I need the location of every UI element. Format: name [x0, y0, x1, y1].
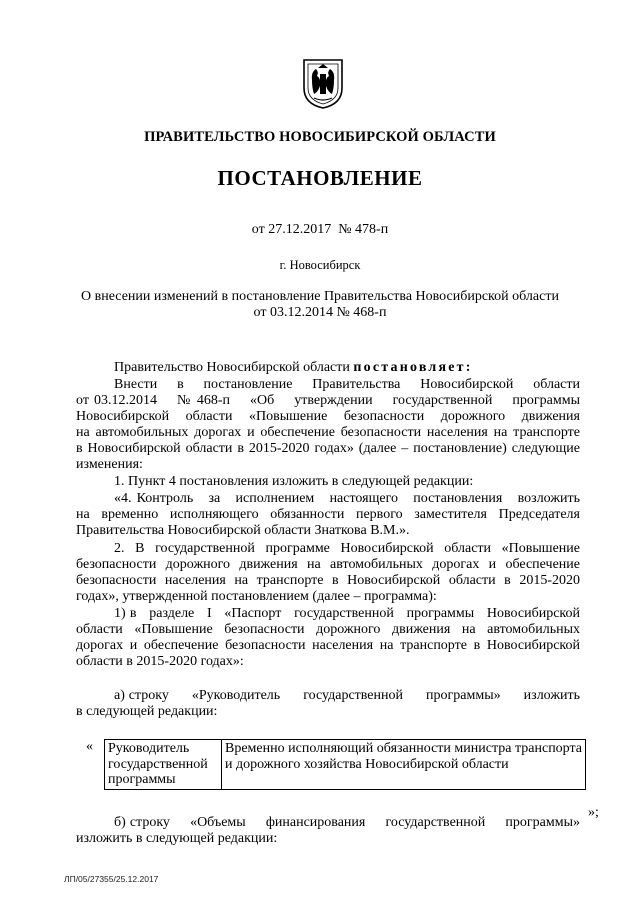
quote-line: на временно исполняющего обязанности первого заместителя Председателя [76, 507, 580, 522]
item-2-line: годах», утвержденной постановлением (далее – программа): [76, 589, 437, 604]
quote-line: «4. Контроль за исполнением настоящего постановления возложить [114, 491, 580, 506]
table-open-quote: « [86, 739, 93, 754]
subitem-1-line: области в 2015-2020 годах»: [76, 654, 244, 669]
paragraph-line: от 03.12.2014 № 468-п «Об утверждении государственной программы [76, 393, 580, 408]
subject-line: О внесении изменений в постановление Правительства Новосибирской области [81, 289, 559, 304]
item-2-line: безопасности населения на транспорте в Новосибирской области в 2015-2020 [76, 573, 580, 588]
document-date-number: от 27.12.2017 № 478-п [251, 222, 389, 237]
intro-text: Правительство Новосибирской области [114, 360, 354, 375]
intro-paragraph [114, 360, 580, 376]
quote-line: Правительства Новосибирской области Знаткова В.М.». [76, 523, 410, 538]
subitem-1-line: дорогах и обеспечение безопасности населения на транспорте в Новосибирской [76, 638, 580, 653]
paragraph-line: Внести в постановление Правительства Новосибирской области [114, 377, 580, 392]
subitem-a-line: а) строку «Руководитель государственной программы» изложить [114, 688, 580, 703]
paragraph-line: на автомобильных дорогах и обеспечение безопасности населения на транспорте [76, 425, 580, 440]
replacement-table [104, 739, 586, 790]
document-city: г. Новосибирск [279, 258, 361, 272]
document-subject [0, 289, 640, 321]
paragraph-line: Новосибирской области «Повышение безопасности дорожного движения [76, 409, 580, 424]
subitem-b-line: изложить в следующей редакции: [76, 831, 278, 846]
table-cell-label: Руководитель государственной программы [105, 740, 222, 790]
subitem-b-line: б) строку «Объемы финансирования государственной программы» [114, 815, 580, 830]
intro-colon: : [465, 360, 473, 375]
paragraph-line: изменения: [76, 457, 143, 472]
subject-line: от 03.12.2014 № 468-п [253, 305, 387, 320]
table-row [105, 740, 586, 790]
table-cell-value: Временно исполняющий обязанности министра транспорта и дорожного хозяйства Новосибирской области [222, 740, 586, 790]
footer-code: ЛП/05/27355/25.12.2017 [64, 874, 159, 884]
intro-keyword: постановляет [353, 360, 466, 375]
subitem-1-line: 1) в разделе I «Паспорт государственной программы Новосибирской [114, 606, 580, 621]
subitem-a-line: в следующей редакции: [76, 704, 218, 719]
paragraph-line: в Новосибирской области в 2015-2020 годах» (далее – постановление) следующие [76, 441, 580, 456]
item-2-line: 2. В государственной программе Новосибирской области «Повышение [114, 541, 580, 556]
novosibirsk-coat-of-arms-icon [302, 58, 344, 110]
item-1-line: 1. Пункт 4 постановления изложить в следующей редакции: [114, 474, 474, 489]
item-2-line: безопасности дорожного движения на автомобильных дорогах и обеспечение [76, 557, 580, 572]
table-close-quote: »; [588, 805, 599, 820]
document-type-heading: ПОСТАНОВЛЕНИЕ [217, 166, 423, 190]
subitem-1-line: области «Повышение безопасности дорожного движения на автомобильных [76, 622, 580, 637]
organization-title: ПРАВИТЕЛЬСТВО НОВОСИБИРСКОЙ ОБЛАСТИ [144, 129, 496, 145]
